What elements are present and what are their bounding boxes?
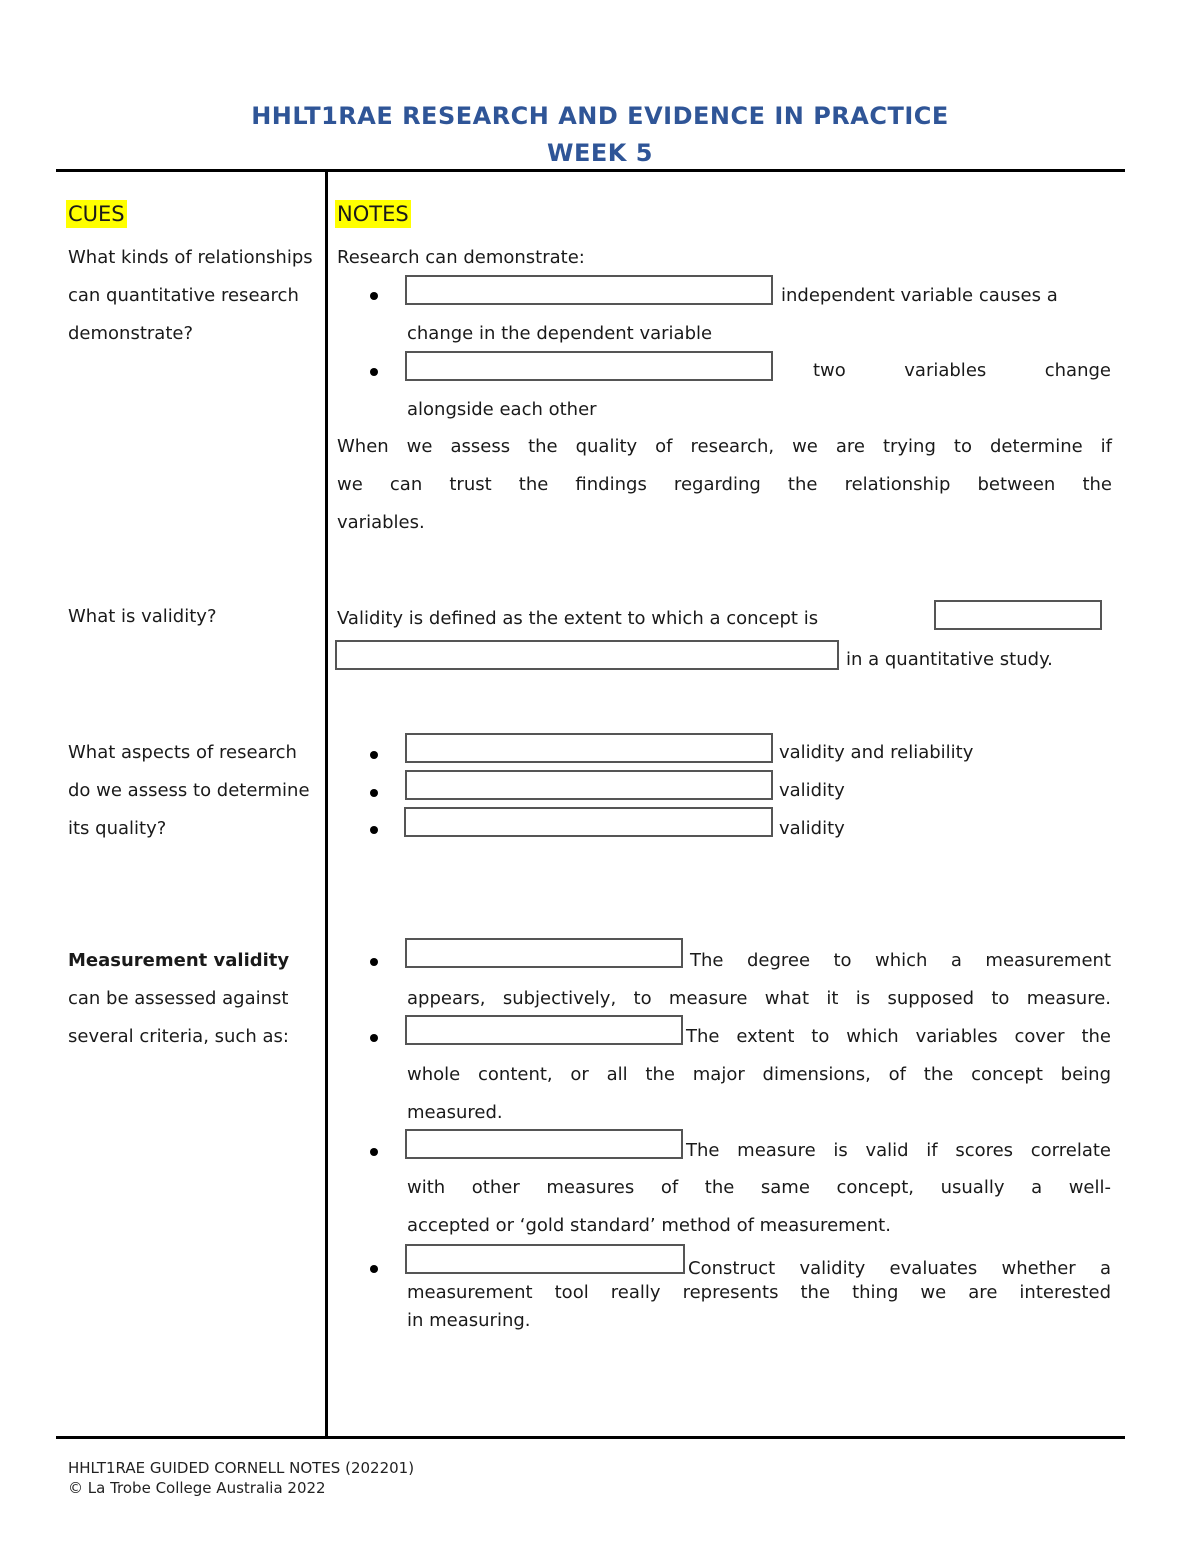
cue-measurement-validity-bold: Measurement validity [68,950,290,971]
note-content-a: The extent to which variables cover the [686,1026,1111,1047]
note-quality-line1: When we assess the quality of research, we are trying to determine if [337,436,1112,457]
notes-heading: NOTES [337,202,409,226]
notes-intro: Research can demonstrate: [337,247,585,268]
note-quality-line2: we can trust the findings regarding the relationship between the [337,474,1112,495]
blank-correlation[interactable] [405,351,773,381]
blank-aspect-2[interactable] [405,770,773,800]
note-causation-a: independent variable causes a [781,285,1058,306]
footer-copyright: © La Trobe College Australia 2022 [68,1479,326,1497]
note-validity-a: Validity is defined as the extent to which a concept is [337,608,819,629]
cue-measurement-validity [68,942,313,1056]
bullet-icon [370,1265,378,1273]
bullet-icon [370,789,378,797]
note-construct-c: in measuring. [407,1310,531,1331]
blank-aspect-3[interactable] [404,807,773,837]
page-subtitle-week: WEEK 5 [547,139,653,167]
note-criterion-a: The measure is valid if scores correlate [686,1140,1111,1161]
note-face-b: appears, subjectively, to measure what it is supposed to measure. [407,988,1111,1009]
blank-construct-validity[interactable] [405,1244,685,1274]
blank-face-validity[interactable] [405,938,683,968]
blank-validity-1[interactable] [934,600,1102,630]
note-criterion-b: with other measures of the same concept, usually a well- [407,1177,1111,1198]
note-correlation-b: alongside each other [407,399,597,420]
blank-validity-2[interactable] [335,640,839,670]
note-causation-b: change in the dependent variable [407,323,713,344]
cue-measurement-validity-rest: can be assessed against several criteria, such as: [68,988,289,1047]
bullet-icon [370,826,378,834]
cue-quality-aspects: What aspects of research do we assess to determine its quality? [68,742,310,839]
bullet-icon [370,958,378,966]
footer-course: HHLT1RAE GUIDED CORNELL NOTES (202201) [68,1459,415,1477]
bullet-icon [370,368,378,376]
note-construct-a: Construct validity evaluates whether a [688,1258,1111,1279]
note-aspect-3: validity [779,818,845,839]
note-face-a: The degree to which a measurement [690,950,1111,971]
note-content-c: measured. [407,1102,503,1123]
note-aspect-1: validity and reliability [779,742,974,763]
blank-causation[interactable] [405,275,773,305]
page-title: HHLT1RAE RESEARCH AND EVIDENCE IN PRACTICE [251,102,949,130]
blank-content-validity[interactable] [405,1015,683,1045]
cue-relationships: What kinds of relationships can quantitative research demonstrate? [68,247,313,344]
cues-heading: CUES [68,202,125,226]
bottom-divider [56,1436,1125,1439]
cue-validity: What is validity? [68,606,217,627]
note-construct-b: measurement tool really represents the thing we are interested [407,1282,1111,1303]
top-divider [56,169,1125,172]
bullet-icon [370,751,378,759]
bullet-icon [370,1034,378,1042]
note-quality-line3: variables. [337,512,425,533]
blank-criterion-validity[interactable] [405,1129,683,1159]
note-content-b: whole content, or all the major dimensions, of the concept being [407,1064,1111,1085]
note-validity-b: in a quantitative study. [846,649,1053,670]
note-correlation-a: two variables change [813,360,1111,381]
blank-aspect-1[interactable] [405,733,773,763]
note-aspect-2: validity [779,780,845,801]
bullet-icon [370,1148,378,1156]
note-criterion-c: accepted or ‘gold standard’ method of measurement. [407,1215,891,1236]
column-divider [325,171,328,1439]
bullet-icon [370,292,378,300]
